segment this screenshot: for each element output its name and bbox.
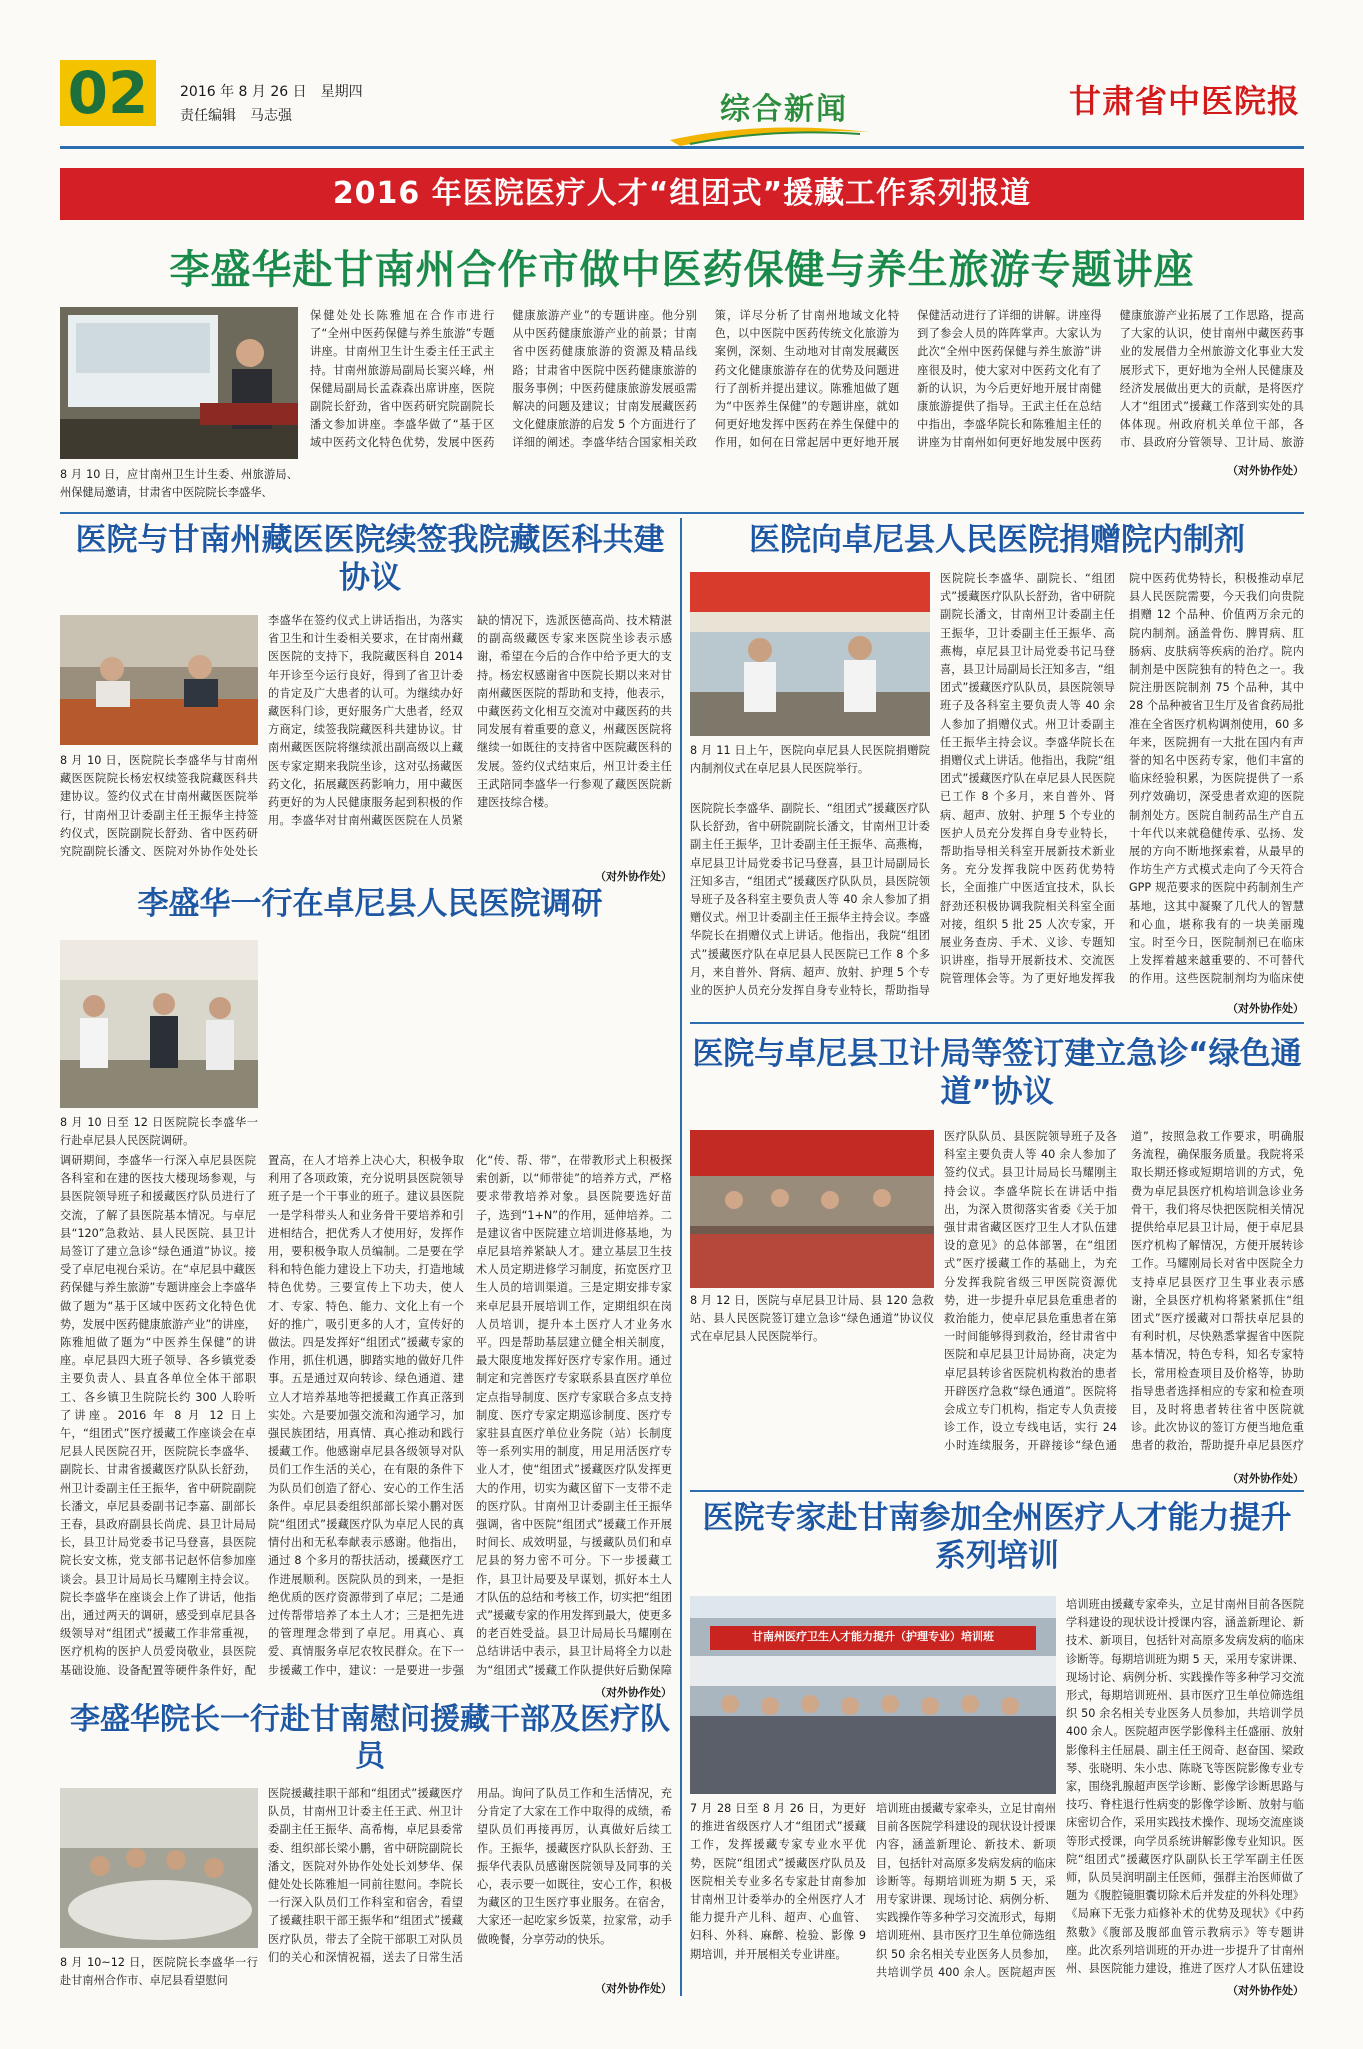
training-photo [690, 1596, 1056, 1794]
series-banner: 2016 年医院医疗人才“组团式”援藏工作系列报道 [60, 168, 1304, 220]
section-logo [670, 78, 870, 138]
article-6-caption: 8 月 12 日，医院与卓尼县卫计局、县 120 急救站、县人民医院签订建立急诊“绿色通道”协议仪式在卓尼县人民医院举行。 [690, 1294, 934, 1344]
column-divider [680, 518, 682, 1996]
article-5-caption: 8 月 11 日上午，医院向卓尼县人民医院捐赠院内制剂仪式在卓尼县人民医院举行。 [690, 744, 930, 776]
article-7-source: （对外协作处） [1227, 1984, 1304, 1997]
page-number: 02 [60, 60, 156, 126]
article-6-body: 医疗队队员、县医院领导班子及各科室主要负责人等 40 余人参加了签约仪式。县卫计局局长马耀刚主持会议。李盛华院长在讲话中指出，为深入贯彻落实省委《关于加强甘肃省藏区医疗卫生人才队伍建设的意见》的总体部署，在“组团式”医疗援藏工作的基础上，为充分发挥我院省级三甲医院资源优势，进一步提升卓尼县危重患者的救治能力，使卓尼县危重患者在第一时间能够得到救治，经甘肃省中医院和卓尼县卫计局协商，决定为卓尼县转诊省医院机构救治的患者开辟医疗急救“绿色通道”。医院将会成立专门机构，指定专人负责接诊工作，设立专线电话，实行 24 小时连续服务，开辟接诊“绿色通道”，按照急救工作要求，明确服务流程，确保服务质量。我院将采取长期还修或短期培训的方式，免费为卓尼县医疗机构培训急诊业务骨干，我们将尽快把医院相关情况提供给卓尼县卫计局，便于卓尼县医疗机构了解情况，方便开展转诊工作。马耀刚局长对省中医院全力支持卓尼县医疗卫生事业表示感谢，全县医疗机构将紧紧抓住“组团式”医疗援藏对口帮扶卓尼县的有利时机，尽快熟悉掌握省中医院基本情况，特色专科，知名专家特长，常用检查项目及价格等，协助指导患者选择相应的专家和检查项目，及时将患者转往省中医院就诊。此次协议的签订方便当地危重患者的救治，帮助提升卓尼县医疗 [944, 1130, 1304, 1453]
article-1-title: 李盛华赴甘南州合作市做中医药保健与养生旅游专题讲座 [169, 247, 1195, 293]
section-title: 综合新闻 [720, 92, 848, 127]
issue-info [180, 80, 363, 128]
header-rule [60, 146, 1304, 149]
article-4-caption: 8 月 10~12 日，医院院长李盛华一行赴甘南州合作市、卓尼县看望慰问 [60, 1956, 258, 1988]
article-3-caption: 8 月 10 日至 12 日医院院长李盛华一行赴卓尼县人民医院调研。 [60, 1116, 258, 1148]
article-1-caption: 8 月 10 日，应甘南州卫生计生委、州旅游局、州保健局邀请，甘肃省中医院院长李盛华、 [60, 468, 298, 500]
article-5-source: （对外协作处） [1227, 1002, 1304, 1015]
article-5-body-lead: 医院院长李盛华、副院长、“组团式”援藏医疗队队长舒劲，省中研院副院长潘文，甘南州卫计委副主任王振华，卫计委副主任王振华、高燕梅，卓尼县卫计局党委书记马登喜，县卫计局副局长汪知多吉，“组团式”援藏医疗队队员，县医院领导班子及各科室主要负责人等 40 余人参加了捐赠仪式。州卫计委副主任王振华主持会议。李盛华院长在捐赠仪式上讲话。他指出，我院“组团式”援藏医疗队在卓尼县人民医院已工作 8 个多月，来自普外、肾病、超声、放射、护理 5 个专业的医护人员充分发挥自身专业特长，帮助指导 [690, 802, 930, 998]
article-7-body-lead: 培训班由援藏专家牵头，立足甘南州目前各医院学科建设的现状设计授课内容，涵盖新理论、新技术、新项目，包括针对高原多发病发病的临床诊断等。每期培训班为期 5 天，采用专家讲课、现场讨论、病例分析、实践操作等多种学习交流形式，每期培训班州、县市医疗卫生单位筛选组织 50 余名相关专业医务人员参加，共培训学员 400 余人。医院超声医 [876, 1802, 1056, 1978]
article-7-title: 医院专家赴甘南参加全州医疗人才能力提升系列培训 [702, 1500, 1292, 1574]
lecture-photo [60, 307, 298, 459]
article-4-source: （对外协作处） [595, 1982, 672, 1995]
section-divider [60, 512, 1304, 514]
article-3-source: （对外协作处） [595, 1686, 672, 1699]
article-7-caption: 7 月 28 日至 8 月 26 日，为更好的推进省级医疗人才“组团式”援藏工作，发挥援藏专家专业水平优势，医院“组团式”援藏医疗队员及医院相关专业多名专家赴甘南参加甘南州卫计委举办的全州医疗人才能力提升产儿科、超声、心血管、妇科、外科、麻醉、检验、影像 9 期培训，并开展相关专业讲座。 [690, 1802, 866, 1961]
hospital-visit-photo [60, 940, 258, 1108]
article-4-body: 医院援藏挂职干部和“组团式”援藏医疗队员，甘南州卫计委主任王武、州卫计委副主任王振华、高希梅，卓尼县委常委、组织部长梁小鹏，省中研院副院长潘文，医院对外协作处处长刘梦华、保健处处长陈雅旭一同前往慰问。李院长一行深入队员们工作科室和宿舍，看望了援藏挂职干部王振华和“组团式”援藏医疗队员，带去了全院干部职工对队员们的关心和深情祝福，送去了日常生活用品。询问了队员工作和生活情况，充分肯定了大家在工作中取得的成绩，希望队员们再接再厉，认真做好后续工作。王振华，援藏医疗队队长舒劲、王振华代表队员感谢医院领导及同事的关心，表示要一如既往，安心工作，积极为藏区的卫生医疗事业服务。在宿舍，大家还一起吃家乡饭菜，拉家常，动手做晚餐，分享劳动的快乐。 [268, 1787, 672, 1964]
article-1-body: 保健处处长陈雅旭在合作市进行了“全州中医药保健与养生旅游”专题讲座。甘南州卫生计生委主任王武主持。甘南州旅游局副局长窦兴峰，州保健局副局长孟森森出席讲座，医院副院长舒劲，省中医药研究院副院长潘文参加讲座。李盛华做了“基于区域中医药文化特色优势，发展中医药健康旅游产业”的专题讲座。他分别从中医药健康旅游产业的前景；甘南省中医药健康旅游的资源及精品线路；甘肃省中医院中医药健康旅游的服务事例；中医药健康旅游发展亟需解决的问题及建议；甘南发展藏医药文化健康旅游的启发 5 个方面进行了详细的阐述。李盛华结合国家相关政策，详尽分析了甘南州地域文化特色，以中医院中医药传统文化旅游为案例，深刻、生动地对甘南发展藏医药文化健康旅游存在的优势及问题进行了剖析并提出建议。陈雅旭做了题为“中医养生保健”的专题讲座，就如何更好地发挥中医药在养生保健中的作用，如何在日常起居中更好地开展保健活动进行了详细的讲解。讲座得到了参会人员的阵阵掌声。大家认为此次“全州中医药保健与养生旅游”讲座很及时，使大家对中医药文化有了新的认识，为今后更好地开展甘南健康旅游提供了指导。王武主任在总结中指出，李盛华院长和陈雅旭主任的讲座为甘南州如何更好地发展中医药健康旅游产业拓展了工作思路，提高了大家的认识，使甘南州中藏医药事业的发展借力全州旅游文化事业大发展形式下，更好地为全州人民健康及经济发展做出更大的贡献，是将医疗人才“组团式”援藏工作落到实处的具体体现。州政府机关单位干部，各市、县政府分管领导、卫计局、旅游 [310, 309, 1304, 450]
section-divider [690, 1490, 1304, 1492]
newspaper-name: 甘肃省中医院报 [1068, 82, 1300, 120]
signing-photo [60, 615, 258, 745]
training-photo-banner: 甘南州医疗卫生人才能力提升（护理专业）培训班 [752, 1630, 994, 1643]
article-6-source: （对外协作处） [1227, 1472, 1304, 1485]
visit-team-photo [60, 1788, 258, 1948]
article-1-source: （对外协作处） [1227, 464, 1304, 477]
article-2-caption: 8 月 10 日，医院院长李盛华与甘南州藏医医院院长杨宏权续签我院藏医科共建协议。签约仪式在甘南州藏医医院举行，甘南州卫计委副主任王振华主持签约仪式，医院副院长舒劲、省中医药研究院副院长潘文、医院对外协作处处长 [60, 754, 258, 859]
article-3-title: 李盛华一行在卓尼县人民医院调研 [137, 886, 603, 922]
donation-photo [690, 572, 930, 736]
article-2-body: 李盛华在签约仪式上讲话指出，为落实省卫生和计生委相关要求，在甘南州藏医医院的支持下，我院藏医科自 2014 年开诊至今运行良好，得到了省卫计委的肯定及广大患者的认可。为继续办好藏医科门诊，更好服务广大患者，经双方商定，续签我院藏医科共建协议。甘南州藏医医院将继续派出副高级以上藏医专家定期来我院坐诊，这对弘扬藏医药文化，拓展藏医药影响力，用中藏医药更好的为人民健康服务起到积极的作用。李盛华对甘南州藏医医院在人员紧缺的情况下，选派医德高尚、技术精湛的副高级藏医专家来医院坐诊表示感谢，希望在今后的合作中给予更大的支持。杨宏权感谢省中医院长期以来对甘南州藏医医院的帮助和支持，他表示，中藏医药文化相互交流对中藏医药的共同发展有着重要的意义，州藏医医院将继续一如既往的支持省中医院藏医科的发展。签约仪式结束后，州卫计委主任王武陪同李盛华一行参观了藏医医院新建医技综合楼。 [268, 614, 672, 828]
issue-date: 2016 年 8 月 26 日 星期四 [180, 84, 363, 100]
article-5-body: 医院院长李盛华、副院长、“组团式”援藏医疗队队长舒劲，省中研院副院长潘文，甘南州卫计委副主任王振华，卫计委副主任王振华、高燕梅，卓尼县卫计局党委书记马登喜，县卫计局副局长汪知多吉，“组团式”援藏医疗队队员，县医院领导班子及各科室主要负责人等 40 余人参加了捐赠仪式。州卫计委副主任王振华主持会议。李盛华院长在捐赠仪式上讲话。他指出，我院“组团式”援藏医疗队在卓尼县人民医院已工作 8 个多月，来自普外、肾病、超声、放射、护理 5 个专业的医护人员充分发挥自身专业特长，帮助指导相关科室开展新技术新业务。充分发挥我院中医药优势特长，全面推广中医适宜技术，队长舒劲还积极协调我院相关科室全面对接，组织 5 批 25 人次专家，开展业务查房、手术、义诊、专题知识讲座，指导开展新技术、交流医院管理体会等。为了更好地发挥我院中医药优势特长，积极推动卓尼县人民医院需要，今天我们向贵院捐赠 12 个品种、价值两万余元的院内制剂。涵盖骨伤、脾胃病、肛肠病、皮肤病等疾病的治疗。院内制剂是中医院独有的特色之一。我院注册医院制剂 75 个品种，其中 28 个品种被省卫生厅及省食药局批准在全省医疗机构调剂使用，60 多年来，医院拥有一大批在国内有声誉的知名中医药专家，他们丰富的临床经验积累，为医院提供了一系列疗效确切，深受患者欢迎的医院制剂处方。医院自制药品生产自五十年代以来就稳健传承、弘扬、发展的方向不断地探索着，从最早的作坊生产方式模式走向了今天符合 GPP 规范要求的医院中药制剂生产基地，这其中凝聚了几代人的智慧和心血，堪称我有的一块美丽瑰宝。时至今日，医院制剂已在临床上发挥着越来越重要的、不可替代的作用。这些医院制剂均为临床使 [940, 572, 1304, 986]
section-divider [690, 1022, 1304, 1024]
article-2-title: 医院与甘南州藏医医院续签我院藏医科共建协议 [75, 522, 665, 596]
article-5-title: 医院向卓尼县人民医院捐赠院内制剂 [749, 522, 1245, 558]
issue-editor: 责任编辑 马志强 [180, 108, 292, 124]
green-channel-photo [690, 1130, 934, 1288]
article-4-title: 李盛华院长一行赴甘南慰问援藏干部及医疗队员 [70, 1702, 670, 1774]
article-7-body: 培训班由援藏专家牵头，立足甘南州目前各医院学科建设的现状设计授课内容，涵盖新理论、新技术、新项目，包括针对高原多发病发病的临床诊断等。每期培训班为期 5 天，采用专家讲课、现场讨论、病例分析、实践操作等多种学习交流形式，每期培训班州、县市医疗卫生单位筛选组织 50 余名相关专业医务人员参加，共培训学员 400 余人。医院超声医学影像科主任盛丽、放射影像科主任屈晨、副主任王阅奇、赵奋国、梁政琴、张晓明、朱小忠、陈晓飞等医院影像专业专家，围绕乳腺超声医学诊断、影像学诊断思路与技巧、脊柱退行性病变的影像学诊断、放射与临床密切合作，采用实践技术操作、现场交流座谈等形式授课，向学员系统讲解影像专业知识。医院“组团式”援藏医疗队副队长王学军副主任医师，队员吴润明副主任医师，强群主治医师做了题为《腹腔镜胆囊切除术后并发症的外科处理》《局麻下无张力疝修补术的优势及现状》《中药熬敷》《腹部及腹部血管示教病示》等专题讲座。此次系列培训班的开办进一步提升了甘南州州、县医院能力建设，推进了医疗人才队伍建设 [1066, 1598, 1304, 1976]
article-6-title: 医院与卓尼县卫计局等签订建立急诊“绿色通道”协议 [692, 1036, 1302, 1110]
article-2-source: （对外协作处） [595, 870, 672, 883]
article-3-body: 调研期间，李盛华一行深入卓尼县医院各科室和在建的医技大楼现场参观，与县医院领导班子和援藏医疗队员进行了交流，了解了县医院基本情况。与卓尼县“120”急救站、县人民医院、县卫计局签订了建立急诊“绿色通道”协议。接受了卓尼电视台采访。在“卓尼县中藏医药保健与养生旅游”专题讲座会上李盛华做了题为“基于区域中医药文化特色优势，发展中医药健康旅游产业”的讲座，陈雅旭做了题为“中医养生保健”的讲座。卓尼县四大班子领导、各乡镇党委主要负责人、县直各单位全体干部职工、各乡镇卫生院院长约 300 人聆听了讲座。2016 年 8 月 12 日上午，“组团式”医疗援藏工作座谈会在卓尼县人民医院召开，医院院长李盛华、副院长、甘肃省援藏医疗队队长舒劲，州卫计委副主任王振华，省中研院副院长潘文，卓尼县委副书记李嘉、副部长王春，县政府副县长尚虎、县卫计局局长，县卫计局党委书记马登喜，县医院院长安文栋，党支部书记赵怀信参加座谈会。县卫计局局长马耀刚主持会议。院长李盛华在座谈会上作了讲话，他指出，通过两天的调研，感受到卓尼县各级领导对“组团式”援藏工作非常重视，医疗机构的医护人员爱岗敬业，县医院基础设施、设备配置等硬件条件好，配置高，在人才培养上决心大，积极争取利用了各项政策，充分说明县医院领导班子是一个干事业的班子。建议县医院一是学科带头人和业务骨干要培养和引进相结合，把优秀人才使用好，发挥作用，要积极争取人员编制。二是要在学科和特色能力建设上下功夫，打造地域特色优势。三要宣传上下功夫，使人才、专家、特色、能力、文化上有一个好的推广，吸引更多的人才，宣传好的做法。四是发挥好“组团式”援藏专家的作用，抓住机遇，脚踏实地的做好几件事。五是通过双向转诊、绿色通道、建立人才培养基地等把援藏工作真正落到实处。六是要加强交流和沟通学习，加强民族团结，用真情、真心推动和践行援藏工作。他感谢卓尼县各级领导对队员们工作生活的关心，在有限的条件下为队员们创造了舒心、安心的工作生活条件。卓尼县委组织部部长梁小鹏对医院“组团式”援藏医疗队为卓尼人民的真情付出和无私奉献表示感谢。他指出，通过 8 个多月的帮扶活动，援藏医疗工作进展顺利。医院队员的到来，一是拒绝优质的医疗资源带到了卓尼；二是通过传帮带培养了本土人才；三是把先进的管理理念带到了卓尼。用真心、真爱、真情服务卓尼农牧民群众。在下一步援藏工作中，建议：一是要进一步强化“传、帮、带”，在带教形式上积极探索创新，以“师带徒”的培养方式，严格要求带教培养对象。县医院要选好苗子，选到“1+N”的作用，延伸培养。二是建议省中医院建立培训进修基地，为卓尼县培养紧缺人才。建立基层卫生技术人员定期进修学习制度，拓宽医疗卫生人员的培训渠道。三是定期安排专家来卓尼县开展培训工作，定期组织在岗人员培训，提升本土医疗人才业务水平。四是帮助基层建立健全相关制度，最大限度地发挥好医疗专家作用。通过制定和完善医疗专家联系县直医疗单位定点指导制度、医疗专家联合多点支持制度、医疗专家定期巡诊制度、医疗专家驻县直医疗单位业务院（站）长制度等一系列实用的制度，用足用活医疗专业人才，使“组团式”援藏医疗队发挥更大的作用，切实为藏区留下一支带不走的医疗队。甘南州卫计委副主任王振华强调，省中医院“组团式”援藏工作开展时间长、成效明显，与援藏队员们和卓尼县的努力密不可分。下一步援藏工作，县卫计局要及早谋划，抓好本土人才队伍的总结和考核工作，切实把“组团式”援藏专家的作用发挥到最大，使更多的老百姓受益。县卫计局局长马耀刚在总结讲话中表示，县卫计局将全力以赴为“组团式”援藏工作队提供好后勤保障 [60, 1154, 672, 1677]
